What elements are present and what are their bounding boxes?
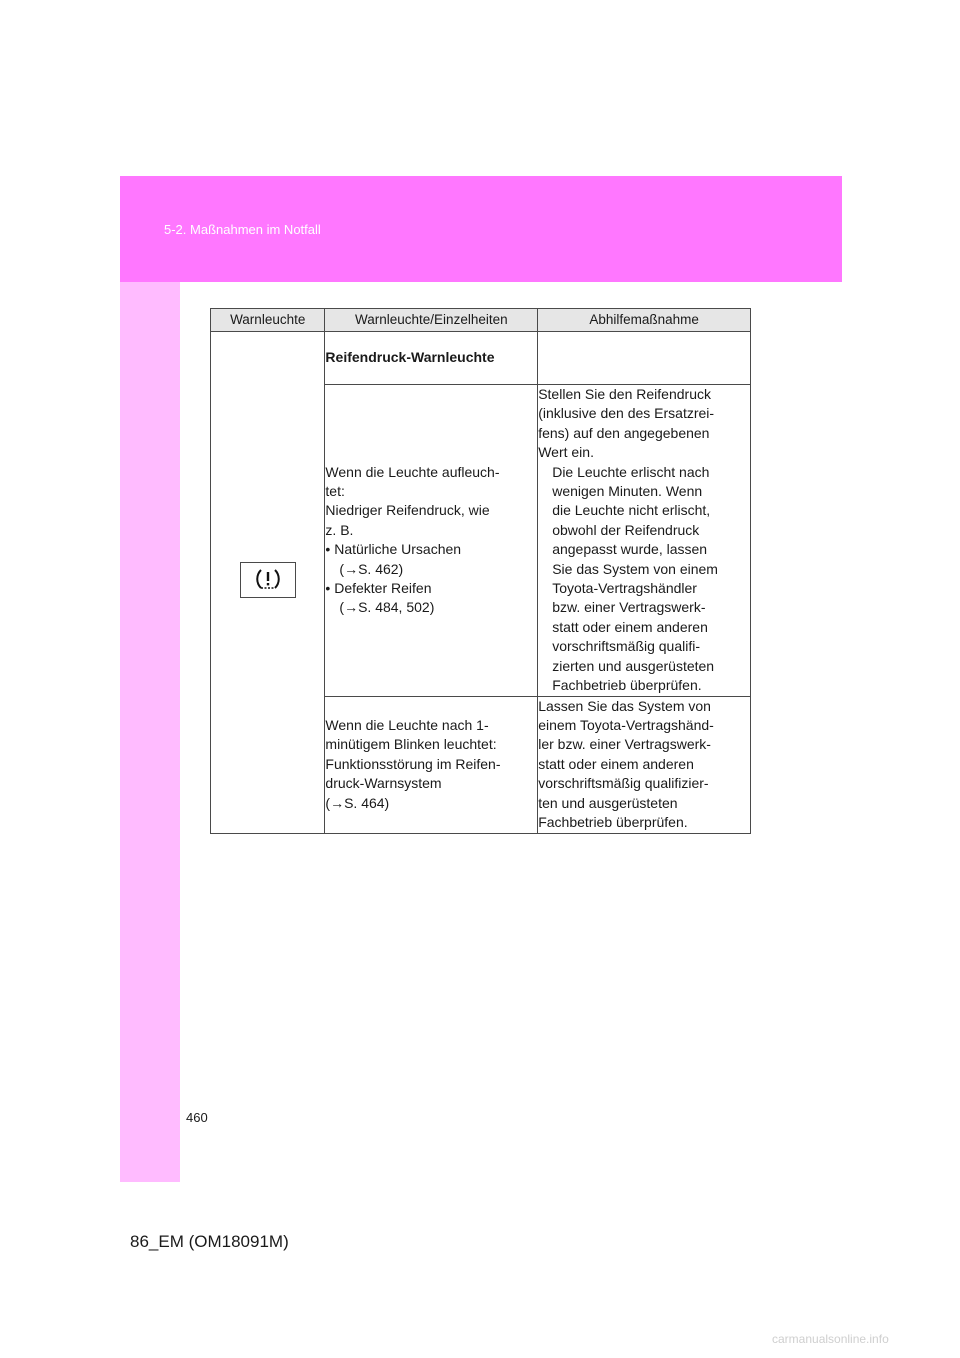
note-line: die Leuchte nicht erlischt, — [552, 502, 711, 519]
warning-table — [210, 308, 751, 834]
note-line: obwohl der Reifendruck — [552, 521, 700, 538]
detail-cell — [325, 696, 538, 833]
note-line: Sie das System von einem — [552, 560, 718, 577]
section-title: 5-2. Maßnahmen im Notfall — [164, 222, 321, 237]
table-header-row — [211, 309, 751, 332]
note-line: zierten und ausgerüsteten — [552, 657, 715, 674]
empty-cell — [538, 332, 751, 385]
watermark: carmanualsonline.info — [772, 1332, 889, 1346]
detail-line: Wenn die Leuchte aufleuch- — [325, 463, 500, 480]
note-line: Die Leuchte erlischt nach — [552, 463, 710, 480]
page-reference: (→S. 484, 502) — [339, 599, 435, 616]
tire-pressure-warning-icon — [240, 562, 296, 598]
note-line: statt oder einem anderen — [552, 618, 708, 635]
action-line: (inklusive den des Ersatzrei- — [538, 405, 715, 422]
detail-line: Funktionsstörung im Reifen- — [325, 755, 501, 772]
column-header: Warnleuchte — [211, 309, 325, 332]
action-line: Wert ein. — [538, 444, 594, 461]
bullet-item: • Natürliche Ursachen — [325, 541, 462, 558]
note-line: vorschriftsmäßig qualifi- — [552, 638, 701, 655]
action-line: ten und ausgerüsteten — [538, 794, 678, 811]
warning-light-cell — [211, 332, 325, 834]
action-line: Stellen Sie den Reifendruck — [538, 386, 711, 402]
warning-title: Reifendruck-Warnleuchte — [325, 332, 538, 385]
action-line: einem Toyota-Vertragshänd- — [538, 716, 714, 733]
note-line: Fachbetrieb überprüfen. — [552, 677, 702, 694]
detail-cell — [325, 385, 538, 697]
bullet-item: • Defekter Reifen — [325, 580, 432, 597]
action-line: Fachbetrieb überprüfen. — [538, 814, 688, 831]
note-line: wenigen Minuten. Wenn — [552, 483, 703, 500]
column-header: Warnleuchte/Einzelheiten — [325, 309, 538, 332]
table-row — [211, 332, 751, 385]
action-line: fens) auf den angegebenen — [538, 424, 710, 441]
action-line: Lassen Sie das System von — [538, 697, 711, 714]
note-line: bzw. einer Vertragswerk- — [552, 599, 706, 616]
note-line: angepasst wurde, lassen — [552, 541, 708, 558]
page-reference: (→S. 464) — [325, 794, 390, 811]
page-number: 460 — [186, 1110, 208, 1125]
action-cell — [538, 696, 751, 833]
note-line: Toyota-Vertragshändler — [552, 580, 697, 597]
detail-line: Niedriger Reifendruck, wie — [325, 502, 490, 519]
footer-code: 86_EM (OM18091M) — [130, 1232, 289, 1251]
action-line: vorschriftsmäßig qualifizier- — [538, 775, 709, 792]
detail-line: druck-Warnsystem — [325, 775, 442, 792]
column-header: Abhilfemaßnahme — [538, 309, 751, 332]
detail-line: Wenn die Leuchte nach 1- — [325, 716, 489, 733]
page-reference: (→S. 462) — [339, 560, 404, 577]
side-band — [120, 282, 180, 1182]
action-line: ler bzw. einer Vertragswerk- — [538, 736, 711, 753]
action-line: statt oder einem anderen — [538, 755, 694, 772]
detail-line: tet: — [325, 483, 345, 500]
action-cell — [538, 385, 751, 697]
detail-line: minütigem Blinken leuchtet: — [325, 736, 497, 753]
detail-line: z. B. — [325, 521, 354, 538]
